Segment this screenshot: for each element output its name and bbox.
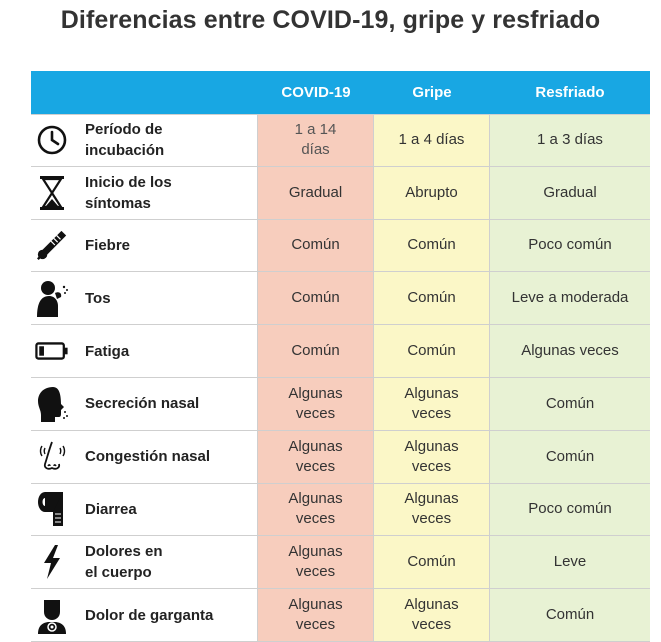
- symptom-label: [85, 446, 210, 467]
- header-resfriado: Resfriado: [535, 84, 605, 101]
- symptom-label-line: Inicio de los: [85, 173, 172, 191]
- symptom-label: [85, 499, 137, 520]
- row-label-cell: [31, 220, 258, 273]
- gripe-cell: Abrupto: [374, 167, 490, 220]
- comparison-table: [31, 71, 650, 642]
- covid-cell: Gradual: [258, 167, 374, 220]
- symptom-label-line: Secreción nasal: [85, 395, 200, 413]
- gripe-cell: 1 a 4 días: [374, 114, 490, 167]
- row-label-cell: [31, 114, 258, 167]
- resfriado-cell: Algunas veces: [490, 325, 650, 378]
- resfriado-cell: Leve: [490, 536, 650, 589]
- table-row: [31, 431, 650, 484]
- symptom-label: [85, 288, 111, 309]
- symptom-label-line: Fatiga: [85, 342, 130, 360]
- resfriado-cell: Común: [490, 589, 650, 642]
- symptom-label: [85, 541, 163, 583]
- hourglass-icon: [35, 173, 69, 213]
- table-row: [31, 378, 650, 431]
- gripe-cell: Común: [374, 325, 490, 378]
- symptom-label: [85, 119, 164, 161]
- head-sneezing-icon: [35, 384, 69, 424]
- table-row: [31, 114, 650, 167]
- header-gripe: Gripe: [412, 84, 452, 101]
- row-label-cell: [31, 431, 258, 484]
- resfriado-cell: Poco común: [490, 484, 650, 537]
- clock-icon: [35, 120, 69, 160]
- symptom-label-line: incubación: [85, 142, 165, 160]
- row-label-cell: [31, 325, 258, 378]
- resfriado-cell: Gradual: [490, 167, 650, 220]
- row-label-cell: [31, 484, 258, 537]
- covid-cell: Común: [258, 272, 374, 325]
- covid-cell: Algunas veces: [258, 536, 374, 589]
- gripe-cell: Común: [374, 536, 490, 589]
- resfriado-cell: Leve a moderada: [490, 272, 650, 325]
- covid-cell: Común: [258, 325, 374, 378]
- header-blank: [31, 71, 258, 114]
- row-label-cell: [31, 378, 258, 431]
- symptom-label-line: Diarrea: [85, 500, 137, 518]
- lightning-icon: [35, 542, 69, 582]
- gripe-cell: Algunas veces: [374, 589, 490, 642]
- symptom-label: [85, 235, 130, 256]
- table-row: [31, 167, 650, 220]
- row-label-cell: [31, 536, 258, 589]
- header-covid: COVID-19: [281, 84, 351, 101]
- covid-cell: 1 a 14 días: [258, 114, 374, 167]
- gripe-cell: Algunas veces: [374, 431, 490, 484]
- symptom-label-line: el cuerpo: [85, 564, 152, 582]
- resfriado-cell: 1 a 3 días: [490, 114, 650, 167]
- gripe-cell: Algunas veces: [374, 484, 490, 537]
- thermometer-icon: [35, 225, 69, 265]
- symptom-label: [85, 605, 213, 626]
- symptom-label-line: Fiebre: [85, 236, 131, 254]
- table-row: [31, 484, 650, 537]
- table-row: [31, 536, 650, 589]
- symptom-label-line: Congestión nasal: [85, 448, 211, 466]
- page-title: Diferencias entre COVID-19, gripe y resfriado: [60, 6, 601, 34]
- row-label-cell: [31, 167, 258, 220]
- gripe-cell: Común: [374, 272, 490, 325]
- resfriado-cell: Común: [490, 431, 650, 484]
- sore-throat-icon: [35, 595, 69, 635]
- symptom-label: [85, 172, 172, 214]
- symptom-label-line: Tos: [85, 289, 111, 307]
- covid-cell: Algunas veces: [258, 589, 374, 642]
- nose-icon: [35, 437, 69, 477]
- covid-cell: Algunas veces: [258, 484, 374, 537]
- gripe-cell: Algunas veces: [374, 378, 490, 431]
- table-row: [31, 589, 650, 642]
- symptom-label: [85, 341, 129, 362]
- low-battery-icon: [35, 331, 69, 371]
- resfriado-cell: Poco común: [490, 220, 650, 273]
- symptom-label: [85, 393, 199, 414]
- resfriado-cell: Común: [490, 378, 650, 431]
- table-header: [31, 71, 650, 114]
- table-row: [31, 272, 650, 325]
- gripe-cell: Común: [374, 220, 490, 273]
- symptom-label-line: Período de: [85, 121, 163, 139]
- symptom-label-line: Dolores en: [85, 543, 163, 561]
- row-label-cell: [31, 589, 258, 642]
- table-row: [31, 325, 650, 378]
- table-row: [31, 220, 650, 273]
- covid-cell: Común: [258, 220, 374, 273]
- coughing-person-icon: [35, 278, 69, 318]
- toilet-paper-icon: [35, 489, 69, 529]
- row-label-cell: [31, 272, 258, 325]
- covid-cell: Algunas veces: [258, 431, 374, 484]
- table-body: [31, 114, 650, 642]
- covid-cell: Algunas veces: [258, 378, 374, 431]
- symptom-label-line: síntomas: [85, 194, 151, 212]
- symptom-label-line: Dolor de garganta: [85, 606, 214, 624]
